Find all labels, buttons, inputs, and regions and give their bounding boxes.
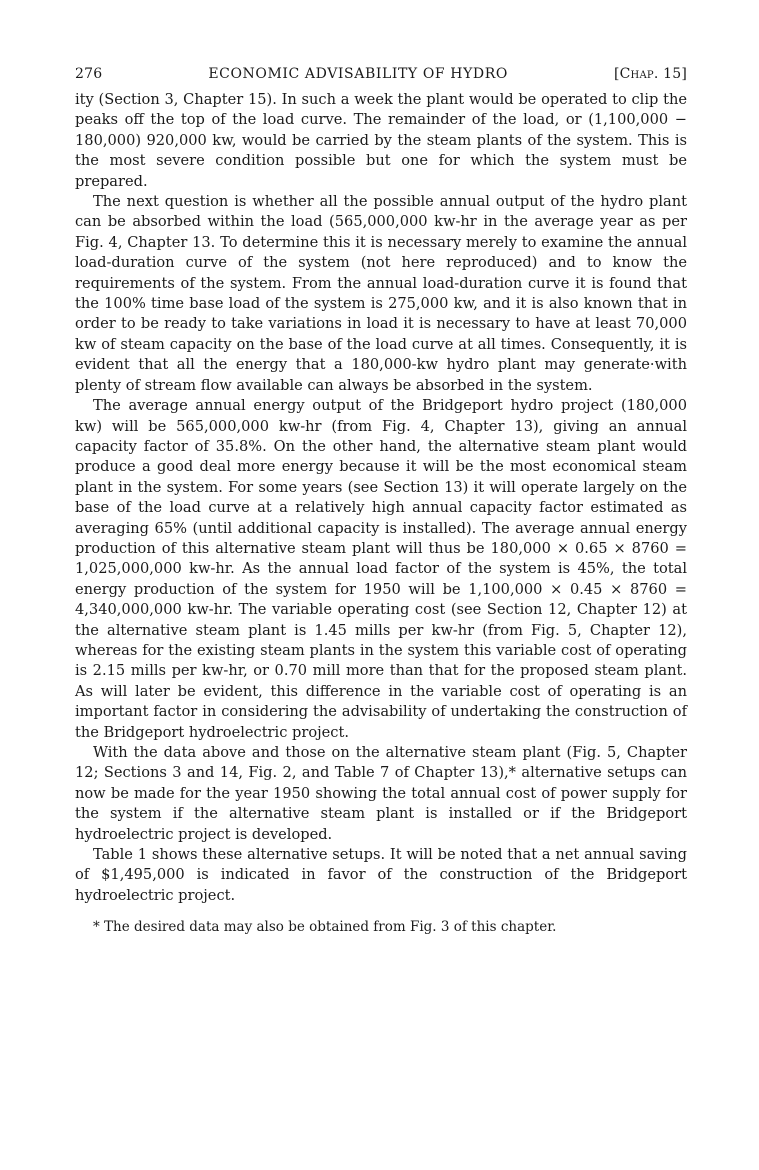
- chapter-label: [Chap. 15]: [613, 66, 687, 82]
- paragraph-5: Table 1 shows these alternative setups. It will be noted that a net annual saving of $1,495,000 is indicated in favor of the construction of the Bridgeport hydroelectric project.: [75, 846, 687, 904]
- paragraph-3: The average annual energy output of the Bridgeport hydro project (180,000 kw) will be 565,000,000 kw-hr (from Fig. 4, Chapter 13), giving an annual capacity factor of 35.8%. On the other hand, the alternative steam plant would produce a good deal more energy because it will be the most economical steam plant in the system. For some years (see Section 13) it will operate largely on the base of the load curve at a relatively high annual capacity factor estimated as averaging 65% (until additional capacity is installed). The average annual energy production of this alternative steam plant will thus be 180,000 × 0.65 × 8760 = 1,025,000,000 kw-hr. As the annual load factor of the system is 45%, the total energy production of the system for 1950 will be 1,100,000 × 0.45 × 8760 = 4,340,000,000 kw-hr. The variable operating cost (see Section 12, Chapter 12) at the alternative steam plant is 1.45 mills per kw-hr (from Fig. 5, Chapter 12), whereas for the existing steam plants in the system this variable cost of operating is 2.15 mills per kw-hr, or 0.70 mill more than that for the proposed steam plant. As will later be evident, this difference in the variable cost of operating is an important factor in considering the advisability of undertaking the construction of the Bridgeport hydroelectric project.: [75, 397, 687, 741]
- book-page: [75, 66, 687, 936]
- paragraph-1: ity (Section 3, Chapter 15). In such a week the plant would be operated to clip the peaks off the top of the load curve. The remainder of the load, or (1,100,000 − 180,000) 920,000 kw, would be carried by the steam plants of the system. This is the most severe condition possible but one for which the system must be prepared.: [75, 91, 687, 190]
- body-text: [75, 90, 687, 906]
- page-number: 276: [75, 66, 103, 82]
- footnote: * The desired data may also be obtained from Fig. 3 of this chapter.: [93, 919, 557, 936]
- paragraph-2: The next question is whether all the possible annual output of the hydro plant can be absorbed within the load (565,000,000 kw-hr in the average year as per Fig. 4, Chapter 13. To determine this it is necessary merely to examine the annual load-duration curve of the system (not here reproduced) and to know the requirements of the system. From the annual load-duration curve it is found that the 100% time base load of the system is 275,000 kw, and it is also known that in order to be ready to take variations in load it is necessary to have at least 70,000 kw of steam capacity on the base of the load curve at all times. Consequently, it is evident that all the energy that a 180,000-kw hydro plant may generate·with plenty of stream flow available can always be absorbed in the system.: [75, 193, 687, 394]
- running-title: ECONOMIC ADVISABILITY OF HYDRO: [208, 66, 508, 82]
- running-head: [75, 66, 687, 82]
- paragraph-4: With the data above and those on the alternative steam plant (Fig. 5, Chapter 12; Sections 3 and 14, Fig. 2, and Table 7 of Chapter 13),* alternative setups can now be made for the year 1950 showing the total annual cost of power supply for the system if the alternative steam plant is installed or if the Bridgeport hydroelectric project is developed.: [75, 744, 687, 843]
